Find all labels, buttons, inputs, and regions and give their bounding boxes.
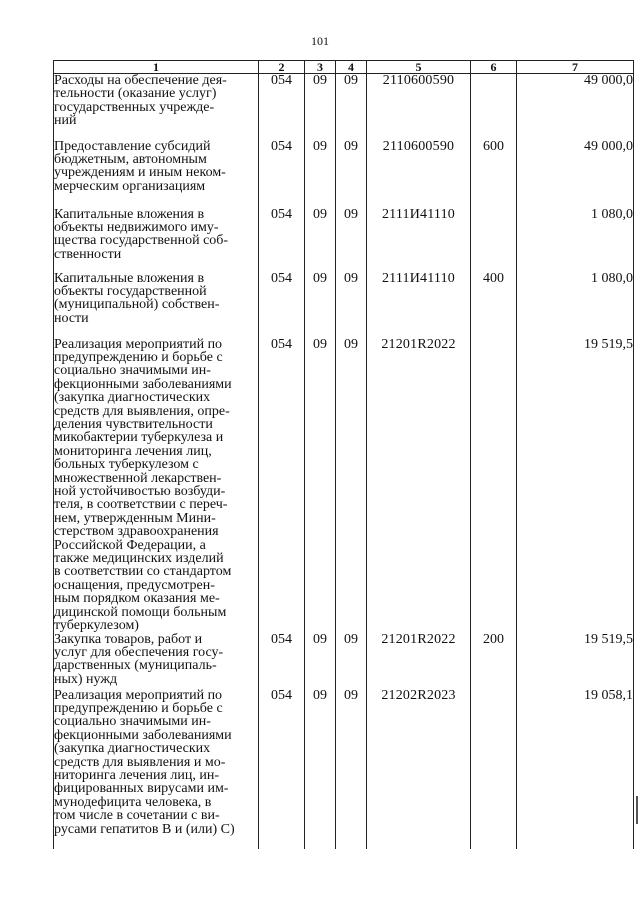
description-line: Реализация мероприятий по (54, 687, 223, 703)
column-header: 5 (367, 61, 471, 74)
subsection-code: 09 (336, 208, 367, 272)
amount-value: 49 000,0 (517, 74, 634, 140)
description-line: также медицинских изделий (54, 551, 224, 566)
description-line: оснащения, предусмотрен- (54, 577, 215, 593)
row-description (54, 689, 259, 849)
description-line: том числе в сочетании с ви- (54, 808, 220, 824)
target-article-code: 21202R2023 (367, 689, 471, 849)
table-header-row (54, 61, 634, 74)
table-row (54, 140, 634, 208)
row-description (54, 74, 259, 140)
expense-type-code: 600 (471, 140, 517, 208)
description-line: больных туберкулезом с (54, 457, 199, 473)
subsection-code: 09 (336, 140, 367, 208)
scan-mark (636, 796, 638, 824)
section-code: 09 (305, 633, 336, 689)
table-row (54, 208, 634, 272)
description-line: социально значимыми ин- (54, 714, 211, 730)
budget-table (53, 60, 634, 849)
description-line: ний (54, 113, 77, 129)
description-line: (муниципальной) собствен- (54, 297, 220, 313)
section-code: 09 (305, 208, 336, 272)
description-line: нем, утвержденным Мини- (54, 510, 216, 526)
description-line: теля, в соответствии с переч- (54, 497, 228, 513)
expense-type-code: 200 (471, 633, 517, 689)
expense-type-code (471, 74, 517, 140)
description-line: дицинской помощи больным (54, 604, 227, 620)
description-line: ным порядком оказания ме- (54, 591, 220, 607)
description-line: предупреждению и борьбе с (54, 349, 223, 365)
description-line: объекты государственной (54, 283, 207, 299)
description-line: ной устойчивостью возбуди- (54, 483, 226, 499)
description-line: ных) нужд (54, 671, 118, 687)
description-line: фицированных вирусами им- (54, 781, 229, 797)
target-article-code: 21201R2022 (367, 633, 471, 689)
expense-type-code: 400 (471, 272, 517, 338)
ministry-code: 054 (259, 272, 305, 338)
table-row (54, 689, 634, 849)
description-line: микобактерии туберкулеза и (54, 430, 224, 446)
description-line: Капитальные вложения в (54, 206, 205, 222)
section-code: 09 (305, 689, 336, 849)
description-line: Российской Федерации, а (54, 537, 206, 553)
description-line: (закупка диагностических (54, 390, 211, 406)
table-row (54, 338, 634, 633)
expense-type-code (471, 338, 517, 633)
description-line: дарственных (муниципаль- (54, 658, 217, 674)
column-header: 1 (54, 61, 259, 74)
description-line: средств для выявления и мо- (54, 754, 226, 770)
ministry-code: 054 (259, 338, 305, 633)
description-line: деления чувствительности (54, 416, 213, 432)
description-line: мунодефицита человека, в (54, 794, 212, 810)
description-line: щества государственной соб- (54, 233, 229, 249)
table-row (54, 272, 634, 338)
amount-value: 1 080,0 (517, 272, 634, 338)
description-line: средств для выявления, опре- (54, 403, 230, 419)
description-line: Предоставление субсидий (54, 138, 211, 154)
ministry-code: 054 (259, 689, 305, 849)
description-line: фекционными заболеваниями (54, 727, 232, 743)
amount-value: 19 519,5 (517, 338, 634, 633)
column-header: 6 (471, 61, 517, 74)
column-header: 2 (259, 61, 305, 74)
row-description (54, 338, 259, 633)
description-line: туберкулезом) (54, 618, 139, 634)
section-code: 09 (305, 272, 336, 338)
column-header: 4 (336, 61, 367, 74)
column-header: 3 (305, 61, 336, 74)
description-line: социально значимыми ин- (54, 363, 211, 379)
section-code: 09 (305, 74, 336, 140)
description-line: тельности (оказание услуг) (54, 86, 217, 102)
subsection-code: 09 (336, 272, 367, 338)
description-line: стерством здравоохранения (54, 524, 219, 540)
description-line: мерческим организациям (54, 178, 206, 194)
amount-value: 19 058,1 (517, 689, 634, 849)
target-article-code: 2111И41110 (367, 272, 471, 338)
description-line: учреждениям и иным неком- (54, 165, 226, 181)
column-header: 7 (517, 61, 634, 74)
target-article-code: 2111И41110 (367, 208, 471, 272)
description-line: предупреждению и борьбе с (54, 700, 223, 716)
description-line: (закупка диагностических (54, 741, 211, 757)
description-line: Закупка товаров, работ и (54, 631, 203, 647)
description-line: мониторинга лечения лиц, (54, 443, 212, 459)
description-line: в соответствии со стандартом (54, 564, 232, 580)
description-line: русами гепатитов В и (или) С) (54, 821, 235, 837)
table-body (54, 74, 634, 849)
description-line: ниторинга лечения лиц, ин- (54, 767, 220, 783)
row-description (54, 633, 259, 689)
description-line: Реализация мероприятий по (54, 336, 223, 352)
row-description (54, 272, 259, 338)
ministry-code: 054 (259, 74, 305, 140)
row-description (54, 140, 259, 208)
target-article-code: 2110600590 (367, 74, 471, 140)
expense-type-code (471, 208, 517, 272)
subsection-code: 09 (336, 689, 367, 849)
description-line: ственности (54, 246, 122, 262)
description-line: услуг для обеспечения госу- (54, 644, 224, 660)
ministry-code: 054 (259, 633, 305, 689)
ministry-code: 054 (259, 208, 305, 272)
page-number: 101 (311, 34, 329, 48)
section-code: 09 (305, 140, 336, 208)
target-article-code: 21201R2022 (367, 338, 471, 633)
description-line: Капитальные вложения в (54, 270, 205, 286)
description-line: фекционными заболеваниями (54, 376, 232, 392)
subsection-code: 09 (336, 338, 367, 633)
description-line: объекты недвижимого иму- (54, 219, 219, 235)
description-line: Расходы на обеспечение дея- (54, 73, 227, 88)
section-code: 09 (305, 338, 336, 633)
amount-value: 49 000,0 (517, 140, 634, 208)
target-article-code: 2110600590 (367, 140, 471, 208)
ministry-code: 054 (259, 140, 305, 208)
description-line: множественной лекарствен- (54, 470, 222, 486)
table-row (54, 74, 634, 140)
description-line: бюджетным, автономным (54, 151, 207, 167)
description-line: ности (54, 310, 89, 326)
subsection-code: 09 (336, 633, 367, 689)
subsection-code: 09 (336, 74, 367, 140)
amount-value: 1 080,0 (517, 208, 634, 272)
description-line: государственных учрежде- (54, 99, 215, 115)
expense-type-code (471, 689, 517, 849)
table-row (54, 633, 634, 689)
row-description (54, 208, 259, 272)
amount-value: 19 519,5 (517, 633, 634, 689)
